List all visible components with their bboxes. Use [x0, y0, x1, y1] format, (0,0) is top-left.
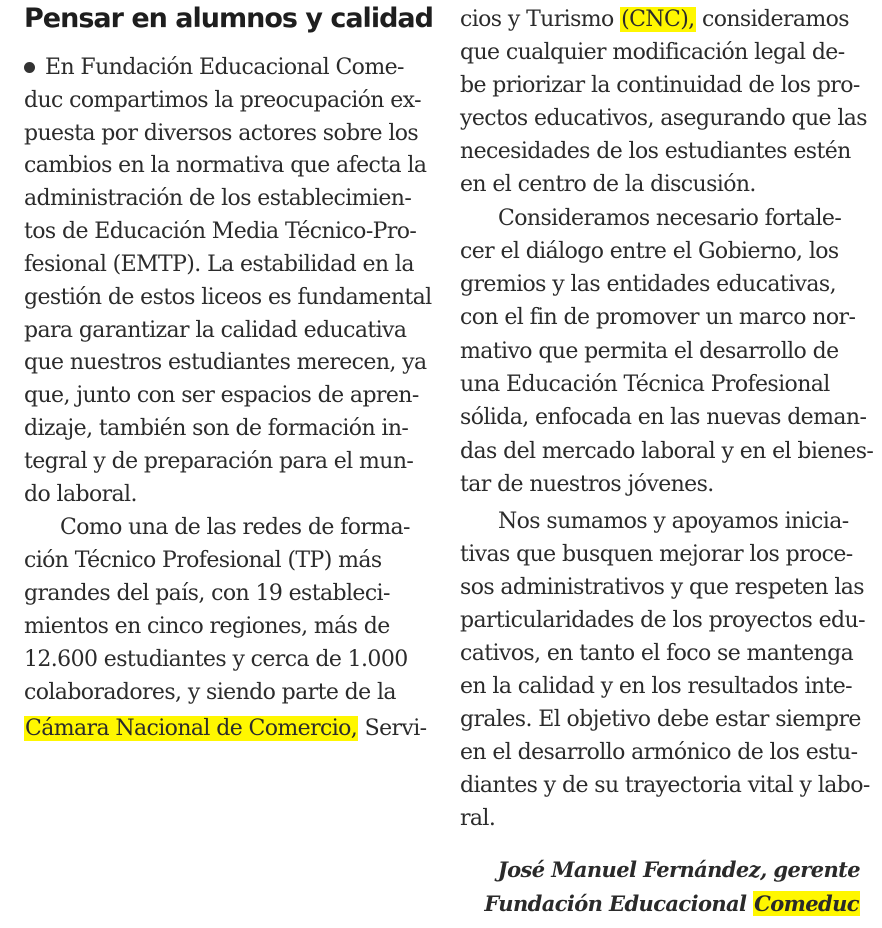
paragraph-line: En Fundación Educacional Come- [24, 52, 404, 84]
paragraph-line: das del mercado laboral y en el bienes- [460, 439, 874, 464]
signature-organization: Fundación Educacional Comeduc [484, 891, 859, 916]
headline: Pensar en alumnos y calidad [24, 3, 433, 34]
paragraph-line: diantes y de su trayectoria vital y labo- [460, 773, 870, 798]
paragraph-line: en el centro de la discusión. [460, 172, 756, 197]
paragraph-line: ción Técnico Profesional (TP) más [24, 548, 382, 573]
paragraph-line: que, junto con ser espacios de apren- [24, 383, 419, 408]
paragraph-line: gremios y las entidades educativas, [460, 272, 836, 297]
paragraph-line: tar de nuestros jóvenes. [460, 472, 714, 497]
paragraph-line: tos de Educación Media Técnico-Pro- [24, 219, 417, 244]
paragraph-line: para garantizar la calidad educativa [24, 318, 407, 343]
highlighted-text: (CNC), [621, 7, 695, 32]
paragraph-line: dizaje, también son de formación in- [24, 416, 409, 441]
paragraph-line: administración de los establecimien- [24, 186, 412, 211]
bullet-icon [24, 62, 35, 73]
paragraph-line: fesional (EMTP). La estabilidad en la [24, 252, 414, 277]
paragraph-line: sólida, enfocada en las nuevas deman- [460, 405, 867, 430]
paragraph-line: sos administrativos y que respeten las [460, 575, 864, 600]
paragraph-line: cios y Turismo (CNC), consideramos [460, 7, 849, 32]
paragraph-line: necesidades de los estudiantes estén [460, 139, 851, 164]
paragraph-line: grales. El objetivo debe estar siempre [460, 707, 861, 732]
paragraph-line: una Educación Técnica Profesional [460, 372, 830, 397]
paragraph-line: grandes del país, con 19 estableci- [24, 581, 390, 606]
paragraph-line: con el fin de promover un marco nor- [460, 305, 856, 330]
highlighted-text: Cámara Nacional de Comercio, [25, 716, 358, 741]
paragraph-line: cativos, en tanto el foco se mantenga [460, 641, 854, 666]
paragraph-line: yectos educativos, asegurando que las [460, 106, 867, 131]
paragraph-line: cambios en la normativa que afecta la [24, 153, 427, 178]
paragraph-line: Consideramos necesario fortale- [498, 206, 842, 231]
paragraph-line: ral. [460, 806, 496, 831]
paragraph-line: mativo que permita el desarrollo de [460, 339, 839, 364]
paragraph-line: Cámara Nacional de Comercio, Servi- [25, 716, 427, 741]
paragraph-line: en el desarrollo armónico de los estu- [460, 740, 858, 765]
paragraph-line: gestión de estos liceos es fundamental [24, 285, 432, 310]
paragraph-line: mientos en cinco regiones, más de [24, 614, 390, 639]
paragraph-line: colaboradores, y siendo parte de la [24, 680, 396, 705]
paragraph-line: 12.600 estudiantes y cerca de 1.000 [24, 647, 408, 672]
signature-name: José Manuel Fernández, gerente [497, 857, 860, 882]
paragraph-line: Como una de las redes de forma- [60, 515, 410, 540]
paragraph-line: cer el diálogo entre el Gobierno, los [460, 239, 839, 264]
paragraph-line: puesta por diversos actores sobre los [24, 121, 419, 146]
paragraph-line: que cualquier modificación legal de- [460, 40, 845, 65]
paragraph-line: particularidades de los proyectos edu- [460, 608, 865, 633]
paragraph-line: duc compartimos la preocupación ex- [24, 88, 421, 113]
paragraph-line: tivas que busquen mejorar los proce- [460, 542, 853, 567]
paragraph-line: que nuestros estudiantes merecen, ya [24, 350, 427, 375]
paragraph-line: tegral y de preparación para el mun- [24, 449, 414, 474]
paragraph-line: en la calidad y en los resultados inte- [460, 674, 852, 699]
paragraph-line: be priorizar la continuidad de los pro- [460, 73, 860, 98]
highlighted-text: Comeduc [754, 891, 859, 916]
paragraph-line: Nos sumamos y apoyamos inicia- [498, 509, 849, 534]
paragraph-line: do laboral. [24, 482, 137, 507]
